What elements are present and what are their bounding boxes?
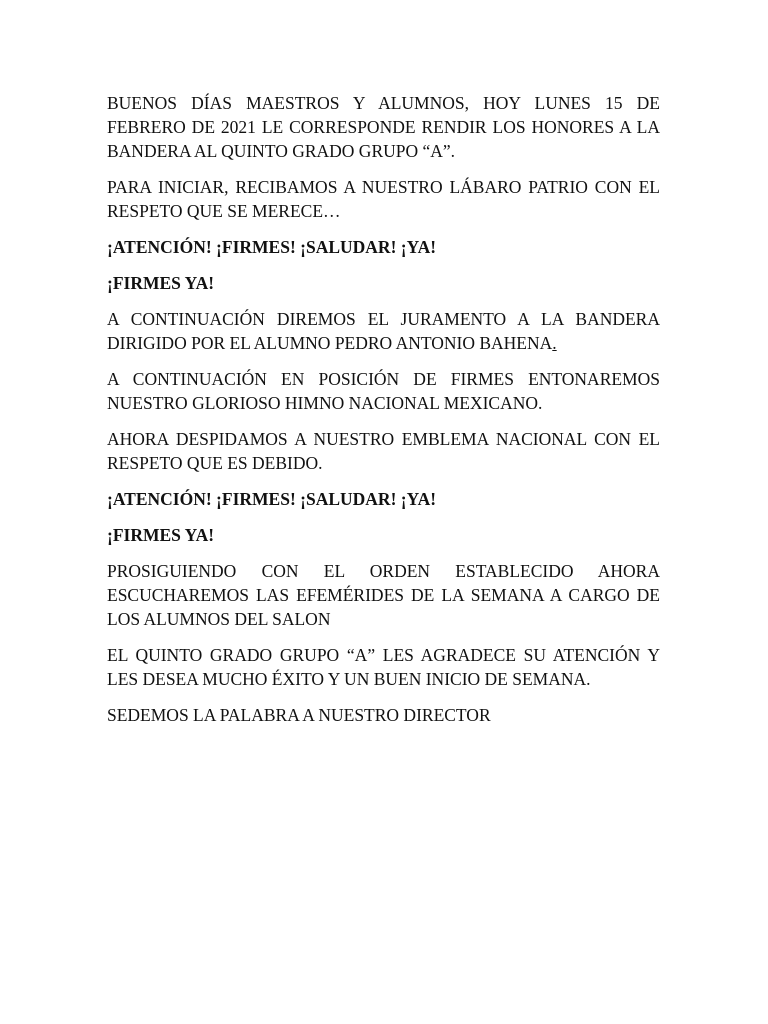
anthem-paragraph: A CONTINUACIÓN EN POSICIÓN DE FIRMES ENTONAREMOS NUESTRO GLORIOSO HIMNO NACIONAL MEXICANO. [107,369,660,413]
thanks-paragraph: EL QUINTO GRADO GRUPO “A” LES AGRADECE SU ATENCIÓN Y LES DESEA MUCHO ÉXITO Y UN BUEN INICIO DE SEMANA. [107,645,660,689]
document-body [107,91,660,739]
oath-trailing-mark: . [552,333,557,353]
flag-reception-paragraph: PARA INICIAR, RECIBAMOS A NUESTRO LÁBARO PATRIO CON EL RESPETO QUE SE MERECE… [107,177,660,221]
farewell-paragraph: AHORA DESPIDAMOS A NUESTRO EMBLEMA NACIONAL CON EL RESPETO QUE ES DEBIDO. [107,429,660,473]
oath-text: A CONTINUACIÓN DIREMOS EL JURAMENTO A LA BANDERA DIRIGIDO POR EL ALUMNO PEDRO ANTONIO BAHENA [107,309,660,353]
greeting-paragraph: BUENOS DÍAS MAESTROS Y ALUMNOS, HOY LUNES 15 DE FEBRERO DE 2021 LE CORRESPONDE RENDIR LOS HONORES A LA BANDERA AL QUINTO GRADO GRUPO “A”. [107,93,660,161]
attention-command: ¡FIRMES YA! [107,273,215,293]
oath-paragraph [107,307,660,355]
director-paragraph: SEDEMOS LA PALABRA A NUESTRO DIRECTOR [107,705,491,725]
salute-command-2: ¡ATENCIÓN! ¡FIRMES! ¡SALUDAR! ¡YA! [107,489,437,509]
ephemeris-paragraph: PROSIGUIENDO CON EL ORDEN ESTABLECIDO AHORA ESCUCHAREMOS LAS EFEMÉRIDES DE LA SEMANA A CARGO DE LOS ALUMNOS DEL SALON [107,561,660,629]
salute-command: ¡ATENCIÓN! ¡FIRMES! ¡SALUDAR! ¡YA! [107,237,437,257]
attention-command-2: ¡FIRMES YA! [107,525,215,545]
